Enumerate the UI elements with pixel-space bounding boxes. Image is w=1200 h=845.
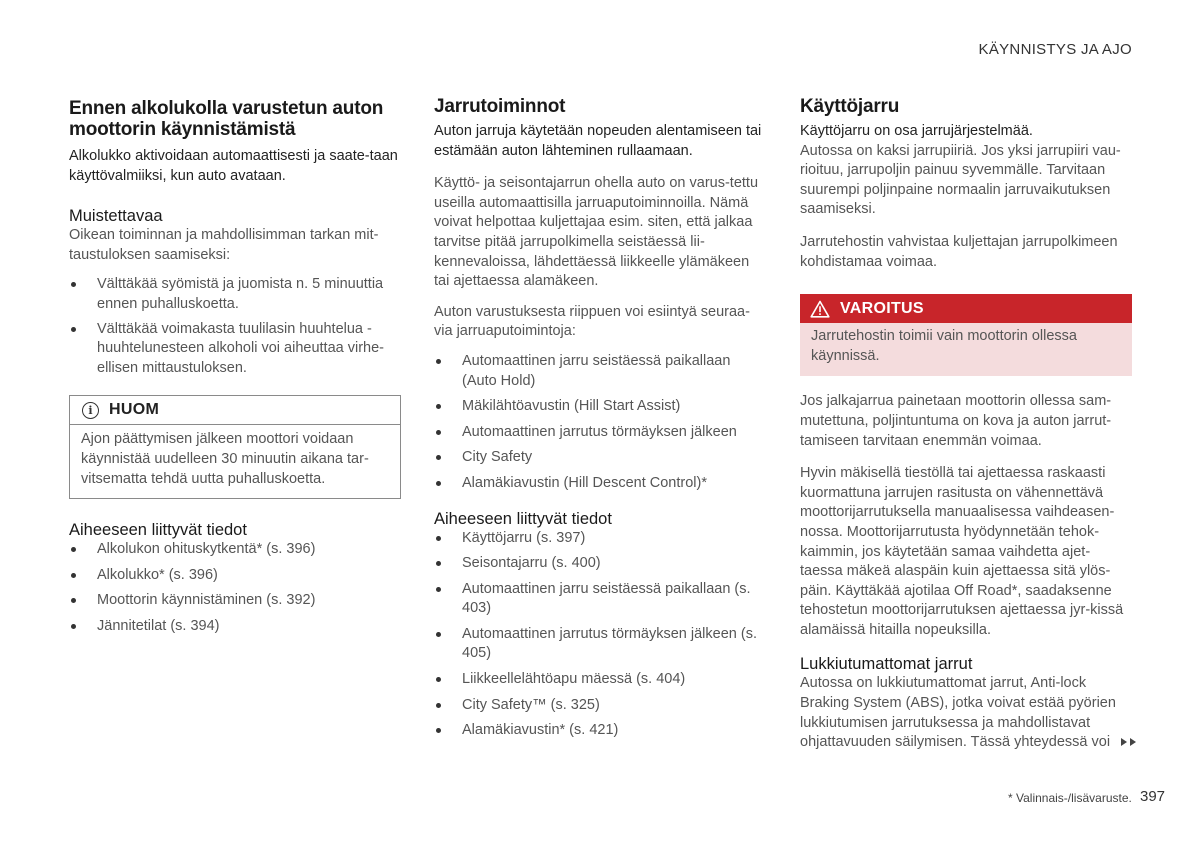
service-brake-lead: Käyttöjarru on osa jarrujärjestelmää. [800,123,1033,139]
service-brake-para: Jarrutehostin vahvistaa kuljettajan jarrupolkimeen kohdistamaa voimaa. [800,233,1118,270]
warning-title: VAROITUS [840,299,924,317]
related-title: Aiheeseen liittyvät tiedot [69,521,247,540]
abs-text: Autossa on lukkiutumattomat jarrut, Anti-lock Braking System (ABS), jotka voivat estää pyörien lukkiutumisen jarrutuksessa ja mahdollistavat ohjattavuuden säilymisen. Tässä yhteydessä voi [800,675,1116,751]
note-body [70,425,400,498]
related-link[interactable]: City Safety™ (s. 325) [434,696,766,716]
column-3 [800,95,1132,753]
related-link[interactable]: Moottorin käynnistäminen (s. 392) [69,591,401,611]
section-header: KÄYNNISTYS JA AJO [978,41,1132,58]
brake-functions-para: Auton varustuksesta riippuen voi esiintyä seuraa-via jarruaputoimintoja: [434,303,750,340]
list-item: Automaattinen jarru seistäessä paikallaan (Auto Hold) [434,352,766,391]
column-1 [69,95,401,637]
list-item: Välttäkää syömistä ja juomista n. 5 minuuttia ennen puhalluskoetta. [69,275,401,314]
service-brake-para: Autossa on kaksi jarrupiiriä. Jos yksi jarrupiiri vau-rioituu, jarrupoljin painuu syvemmälle. Tarvitaan suurempi poljinpaine normaalin jarruvaikutuksen saamiseksi. [800,142,1121,218]
remember-list [69,275,401,378]
brake-assist-list [434,352,766,494]
list-item: Mäkilähtöavustin (Hill Start Assist) [434,397,766,417]
warning-body [800,323,1132,376]
related-link[interactable]: Alamäkiavustin* (s. 421) [434,721,766,741]
related-link[interactable]: Seisontajarru (s. 400) [434,554,766,574]
related-list [434,529,766,741]
note-title: HUOM [109,401,160,419]
related-list [69,540,401,636]
list-item: City Safety [434,448,766,468]
abs-title: Lukkiutumattomat jarrut [800,655,973,674]
page-number: 397 [1140,788,1166,805]
note-box [69,395,401,499]
brake-functions-title: Jarrutoiminnot [434,96,566,117]
related-link[interactable]: Automaattinen jarru seistäessä paikallaan (s. 403) [434,580,766,619]
related-link[interactable]: Alkolukko* (s. 396) [69,566,401,586]
brake-functions-para: Käyttö- ja seisontajarrun ohella auto on varus-tettu useilla automaattisilla jarruaputoiminnoilla. Nämä voivat helpottaa kuljettajaa esim. siten, että jalkaa tarvitse pitää jarrupolkimella seistäessä lii-kennevaloissa, lähdettäessä liikkeelle ylämäkeen tai ajettaessa alamäkeen. [434,175,759,290]
footnote: * Valinnais-/lisävaruste. [1008,791,1132,805]
related-link[interactable]: Jännitetilat (s. 394) [69,617,401,637]
alcolock-intro: Alkolukko aktivoidaan automaattisesti ja saate-taan käyttövalmiiksi, kun auto avataan. [69,148,398,184]
related-title: Aiheeseen liittyvät tiedot [434,509,612,528]
warning-text: Jarrutehostin toimii vain moottorin ollessa käynnissä. [811,328,1077,364]
info-icon: i [82,402,99,419]
note-text: Ajon päättymisen jälkeen moottori voidaan käynnistää uudelleen 30 minuutin aikana tar-vitsematta tehdä uutta puhalluskoetta. [81,431,369,487]
note-header [70,396,400,425]
remember-text: Oikean toiminnan ja mahdollisimman tarkan mit-taustuloksen saamiseksi: [69,227,379,263]
list-item: Välttäkää voimakasta tuulilasin huuhtelua - huuhtelunesteen alkoholi voi aiheuttaa virhe-ellisen mittaustuloksen. [69,320,401,379]
alcolock-title: Ennen alkolukolla varustetun auton moottorin käynnistämistä [69,98,384,140]
related-link[interactable]: Alkolukon ohituskytkentä* (s. 396) [69,540,401,560]
list-item: Automaattinen jarrutus törmäyksen jälkeen [434,423,766,443]
column-2 [434,95,766,741]
service-brake-title: Käyttöjarru [800,96,900,117]
warning-header [800,294,1132,323]
service-brake-para: Jos jalkajarrua painetaan moottorin ollessa sam-mutettuna, poljintuntuma on kova ja auton jarrut-tamiseen tarvitaan enemmän voimaa. [800,393,1112,449]
remember-title: Muistettavaa [69,207,163,226]
related-link[interactable]: Automaattinen jarrutus törmäyksen jälkeen (s. 405) [434,625,766,664]
brake-functions-lead: Auton jarruja käytetään nopeuden alentamiseen tai estämään auton lähteminen rullaamaan. [434,123,762,159]
related-link[interactable]: Käyttöjarru (s. 397) [434,529,766,549]
warning-box [800,294,1132,376]
service-brake-para: Hyvin mäkisellä tiestöllä tai ajettaessa raskaasti kuormattuna jarrujen rasitusta on vähennettävä moottorijarrutuksella manuaalisessa vaihdeasen-nossa. Moottorijarrutusta hyödynnetään tehok-kaimmin, jos käytetään samaa vaihdetta ajet-taessa mäkeä alaspäin kuin ajettaessa sitä ylös-päin. Käyttäkää ajotilaa Off Road*, saadaksenne tehostetun moottorijarrutuksen ajettaessa jyr-kissä alamäissä hitailla nopeuksilla. [800,465,1124,638]
warning-triangle-icon [810,300,830,318]
continue-arrows-icon [1120,737,1138,747]
list-item: Alamäkiavustin (Hill Descent Control)* [434,474,766,494]
related-link[interactable]: Liikkeellelähtöapu mäessä (s. 404) [434,670,766,690]
